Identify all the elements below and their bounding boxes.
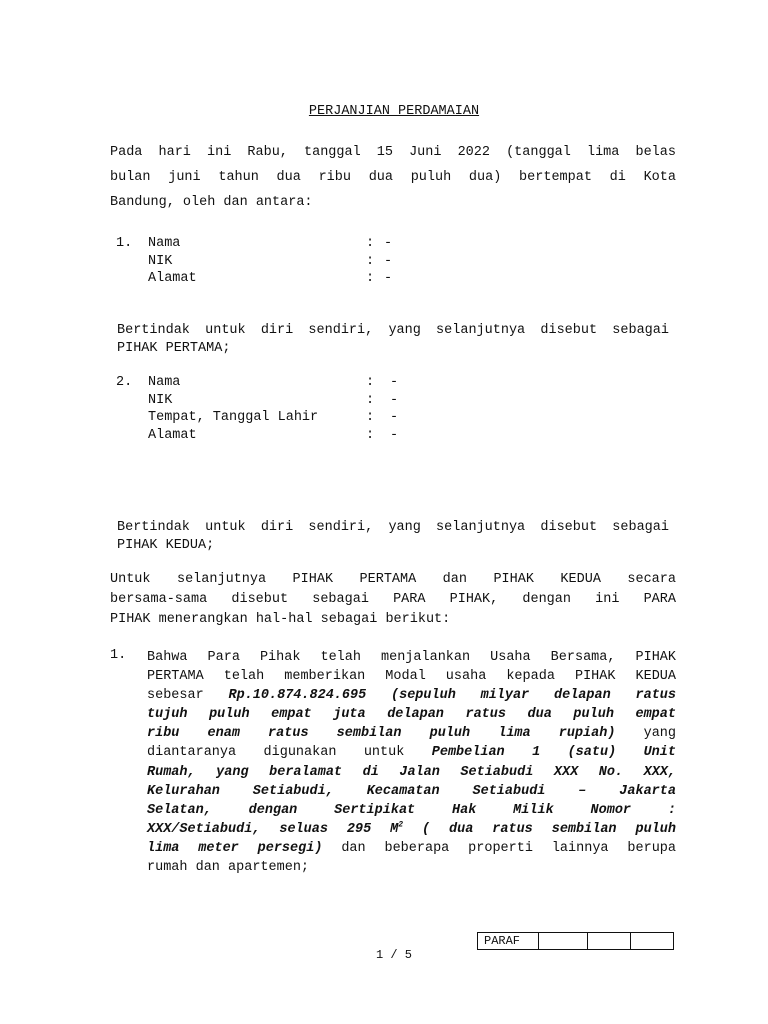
purchase-description: Pembelian 1 (satu) Unit (431, 745, 676, 761)
party-1-field-alamat (148, 271, 448, 289)
field-colon: : (366, 427, 375, 443)
capital-amount: Rp.10.874.824.695 (sepuluh milyar delapan ratus (228, 688, 676, 704)
item-line (147, 820, 676, 839)
paraf-cell (630, 933, 673, 949)
party-2-acting-statement (117, 519, 669, 555)
paragraph-line: bersama-sama disebut sebagai PARA PIHAK, dengan ini PARA (110, 592, 676, 607)
paraf-label: PARAF (484, 934, 521, 948)
item-line: rumah dan apartemen; (147, 860, 310, 876)
item-text: sebesar (147, 688, 229, 704)
page-number: 1 / 5 (375, 948, 412, 962)
acting-line: PIHAK PERTAMA; (117, 341, 231, 356)
acting-line: PIHAK KEDUA; (117, 538, 215, 553)
acting-line: Bertindak untuk diri sendiri, yang selanjutnya disebut sebagai (117, 323, 669, 338)
item-body (147, 648, 676, 877)
party-2-field-ttl (148, 410, 448, 428)
item-line (147, 724, 676, 743)
item-line (147, 743, 676, 762)
field-value: - (390, 427, 399, 443)
party-2-number: 2. (116, 375, 133, 390)
field-label: Nama (148, 375, 181, 390)
paraf-cell (538, 933, 587, 949)
area-words: lima meter persegi) (147, 840, 323, 856)
field-colon: : (366, 236, 375, 251)
intro-paragraph (110, 140, 676, 215)
item-line: Selatan, dengan Sertipikat Hak Milik Nomor : (147, 802, 676, 818)
acting-line: Bertindak untuk diri sendiri, yang selanjutnya disebut sebagai (117, 520, 669, 535)
item-text: yang (615, 726, 676, 742)
intro-line: Bandung, oleh dan antara: (110, 195, 313, 210)
paragraph-line: Untuk selanjutnya PIHAK PERTAMA dan PIHAK KEDUA secara (110, 572, 676, 587)
intro-line: Pada hari ini Rabu, tanggal 15 Juni 2022 (tanggal lima belas (110, 145, 676, 160)
field-label: Tempat, Tanggal Lahir (148, 410, 319, 425)
item-line (147, 839, 676, 858)
field-label: Alamat (148, 427, 197, 443)
field-value: - (384, 271, 393, 286)
field-colon: : (366, 410, 375, 425)
field-colon: : (366, 271, 375, 286)
para-pihak-paragraph (110, 570, 676, 630)
field-label: NIK (148, 392, 173, 408)
field-colon: : (366, 392, 375, 408)
party-1-acting-statement (117, 322, 669, 358)
item-line: Kelurahan Setiabudi, Kecamatan Setiabudi – Jakarta (147, 783, 676, 799)
field-label: Alamat (148, 271, 197, 286)
item-text: dan beberapa properti lainnya berupa (322, 840, 676, 856)
field-value: - (390, 410, 399, 425)
document-title: PERJANJIAN PERDAMAIAN (308, 104, 480, 119)
field-value: - (384, 236, 393, 251)
intro-line: bulan juni tahun dua ribu dua puluh dua) bertempat di Kota (110, 170, 676, 185)
item-line: tujuh puluh empat juta delapan ratus dua puluh empat (147, 707, 676, 723)
party-1-field-nik (148, 254, 448, 272)
field-value: - (384, 253, 393, 269)
field-label: NIK (148, 253, 173, 269)
party-2-field-nik (148, 393, 448, 411)
party-1-number: 1. (116, 236, 133, 251)
party-2-field-alamat (148, 428, 448, 446)
area-words: ( dua ratus sembilan puluh (403, 821, 676, 837)
paraf-cell (587, 933, 630, 949)
party-1-field-nama (148, 236, 448, 254)
certificate-area: XXX/Setiabudi, seluas 295 M (147, 821, 399, 837)
item-text: diantaranya digunakan untuk (147, 745, 432, 761)
item-line: PERTAMA telah memberikan Modal usaha kepada PIHAK KEDUA (147, 669, 676, 685)
capital-amount-words: ribu enam ratus sembilan puluh lima rupiah) (147, 726, 616, 742)
item-line: Rumah, yang beralamat di Jalan Setiabudi XXX No. XXX, (147, 764, 676, 780)
paragraph-line: PIHAK menerangkan hal-hal sebagai berikut: (110, 612, 451, 627)
item-number: 1. (110, 648, 127, 663)
field-colon: : (366, 253, 375, 269)
superscript: 2 (398, 820, 404, 830)
party-2-field-nama (148, 375, 448, 393)
field-colon: : (366, 375, 375, 390)
field-label: Nama (148, 236, 181, 251)
field-value: - (390, 392, 399, 408)
item-line: Bahwa Para Pihak telah menjalankan Usaha Bersama, PIHAK (147, 650, 676, 665)
field-value: - (390, 375, 399, 390)
item-line (147, 686, 676, 705)
